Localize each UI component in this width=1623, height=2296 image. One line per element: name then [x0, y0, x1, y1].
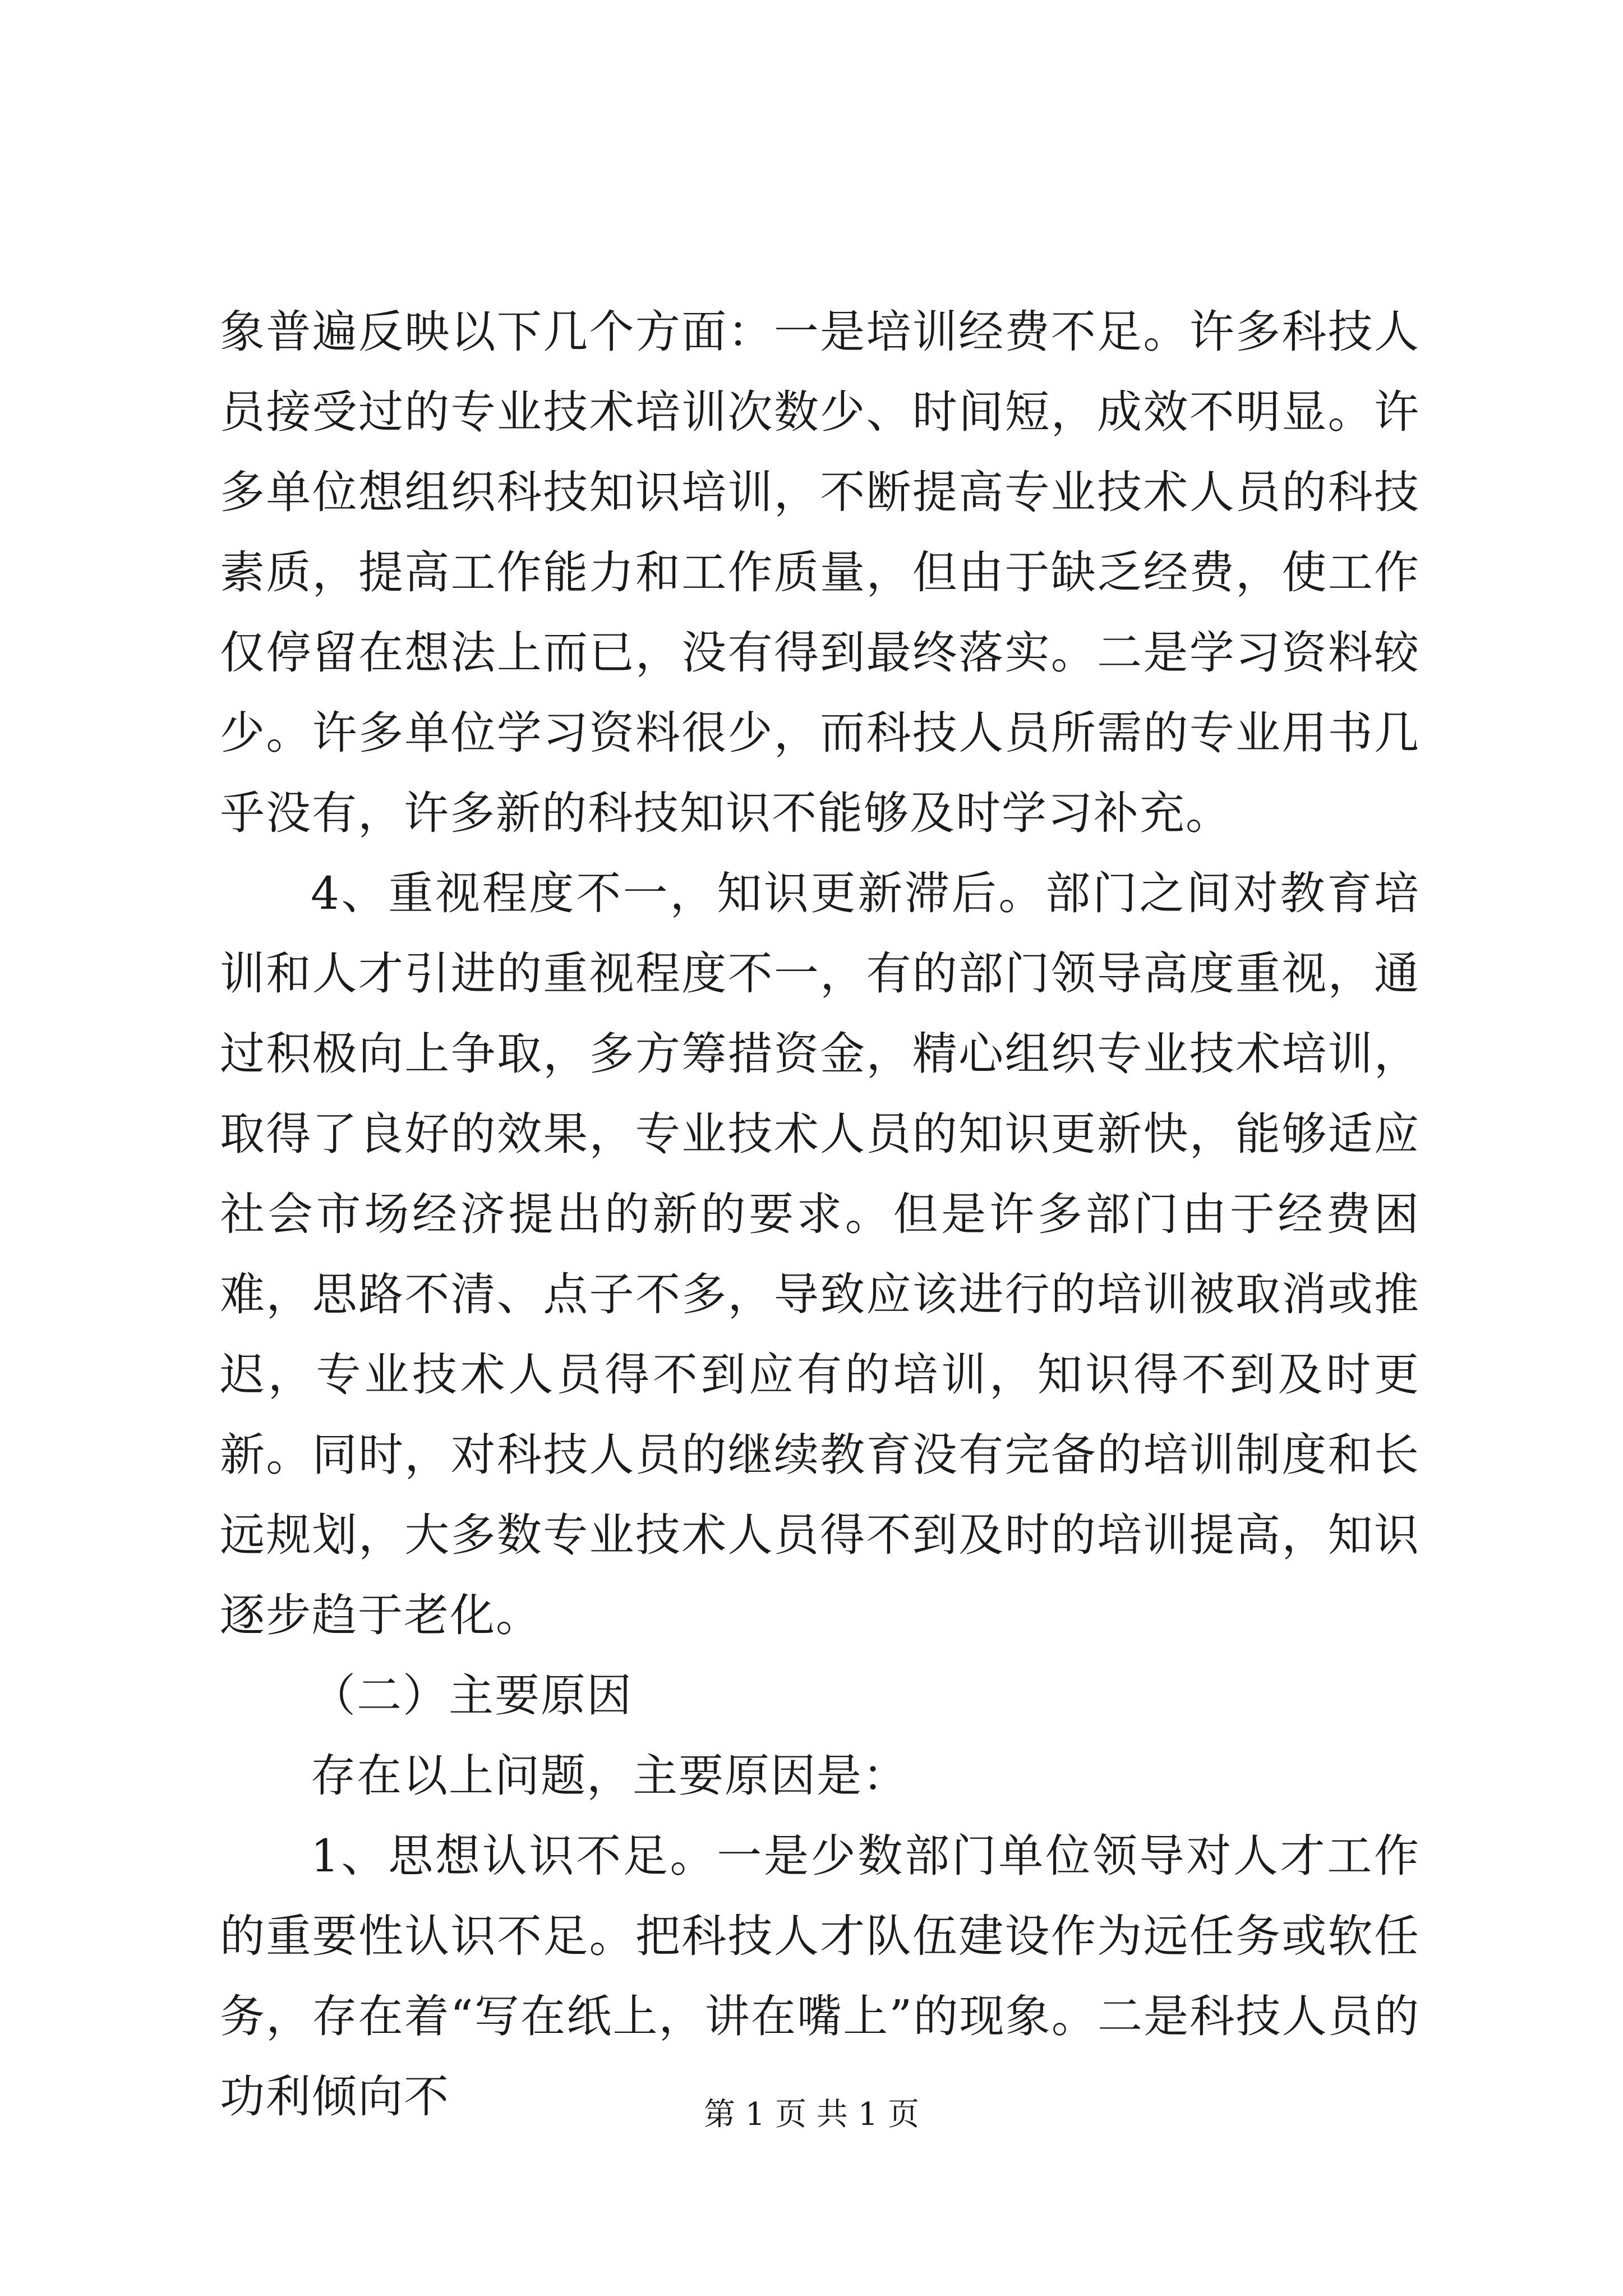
paragraph-continuation: 象普遍反映以下几个方面：一是培训经费不足。许多科技人员接受过的专业技术培训次数少、时间短，成效不明显。许多单位想组织科技知识培训，不断提高专业技术人员的科技素质，提高工作能力和工作质量，但由于缺乏经费，使工作仅停留在想法上而已，没有得到最终落实。二是学习资料较少。许多单位学习资料很少，而科技人员所需的专业用书几乎没有，许多新的科技知识不能够及时学习补充。 — [220, 306, 1420, 839]
section-heading-main-reasons: （二）主要原因 — [311, 1669, 633, 1722]
document-body — [220, 292, 1420, 2137]
page-footer: 第 1 页 共 1 页 — [703, 2096, 920, 2133]
paragraph-intro-reasons: 存在以上问题，主要原因是： — [311, 1750, 909, 1802]
paragraph-point-1: 1、思想认识不足。一是少数部门单位领导对人才工作的重要性认识不足。把科技人才队伍建设作为远任务或软任务，存在着“写在纸上，讲在嘴上”的现象。二是科技人员的功利倾向不 — [220, 1830, 1420, 2123]
paragraph-point-4: 4、重视程度不一，知识更新滞后。部门之间对教育培训和人才引进的重视程度不一，有的部门领导高度重视，通过积极向上争取，多方筹措资金，精心组织专业技术培训，取得了良好的效果，专业技术人员的知识更新快，能够适应社会市场经济提出的新的要求。但是许多部门由于经费困难，思路不清、点子不多，导致应该进行的培训被取消或推迟，专业技术人员得不到应有的培训，知识得不到及时更新。同时，对科技人员的继续教育没有完备的培训制度和长远规划，大多数专业技术人员得不到及时的培训提高，知识逐步趋于老化。 — [220, 867, 1420, 1641]
